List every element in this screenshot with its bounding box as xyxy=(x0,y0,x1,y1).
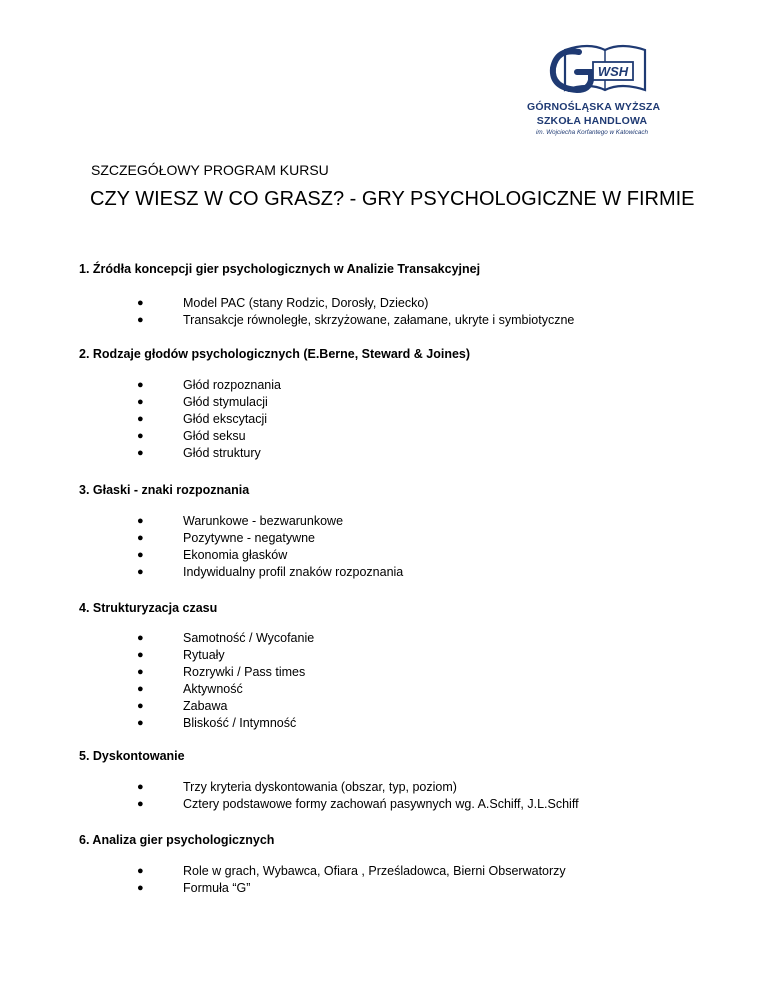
logo-name-line-3: im. Wojciecha Korfantego w Katowicach xyxy=(536,129,648,136)
bullet-icon: ● xyxy=(137,666,144,678)
bullet-icon: ● xyxy=(137,413,144,425)
bullet-icon: ● xyxy=(137,882,144,894)
bullet-icon: ● xyxy=(137,566,144,578)
bullet-icon: ● xyxy=(137,396,144,408)
bullet-icon: ● xyxy=(137,447,144,459)
logo-year-text: 1994 xyxy=(567,88,579,94)
bullet-icon: ● xyxy=(137,515,144,527)
section-4: 4. Strukturyzacja czasu ● Samotność / Wycofanie ● Rytuały ● Rozrywki / Pass times ● Aktywność ● Zabawa ● Bliskość / Intymność xyxy=(79,600,729,617)
bullet-icon: ● xyxy=(137,649,144,661)
logo-name-line-2: SZKOŁA HANDLOWA xyxy=(536,115,648,127)
bullet-icon: ● xyxy=(137,314,144,326)
logo-mark-text: WSH xyxy=(597,64,629,79)
section-heading: 5. Dyskontowanie xyxy=(79,749,185,763)
bullet-icon: ● xyxy=(137,297,144,309)
bullet-icon: ● xyxy=(137,798,144,810)
bullet-icon: ● xyxy=(137,430,144,442)
book-emblem-icon xyxy=(527,40,657,100)
bullet-icon: ● xyxy=(137,532,144,544)
section-heading: 6. Analiza gier psychologicznych xyxy=(79,833,275,847)
bullet-icon: ● xyxy=(137,632,144,644)
section-heading: 2. Rodzaje głodów psychologicznych (E.Berne, Steward & Joines) xyxy=(79,347,471,361)
university-logo xyxy=(527,40,661,140)
section-2: 2. Rodzaje głodów psychologicznych (E.Berne, Steward & Joines) ● Głód rozpoznania ● Głód stymulacji ● Głód ekscytacji ● Głód seksu ● Głód struktury xyxy=(79,346,729,363)
document-title: CZY WIESZ W CO GRASZ? - GRY PSYCHOLOGICZNE W FIRMIE xyxy=(90,188,695,210)
bullet-icon: ● xyxy=(137,379,144,391)
bullet-icon: ● xyxy=(137,700,144,712)
section-heading: 1. Źródła koncepcji gier psychologicznych w Analizie Transakcyjnej xyxy=(79,262,481,276)
section-6: 6. Analiza gier psychologicznych ● Role w grach, Wybawca, Ofiara , Prześladowca, Bierni Obserwatorzy ● Formuła “G” xyxy=(79,832,729,849)
bullet-icon: ● xyxy=(137,865,144,877)
section-1: 1. Źródła koncepcji gier psychologicznych w Analizie Transakcyjnej ● Model PAC (stany Rodzic, Dorosły, Dziecko) ● Transakcje równoległe, skrzyżowane, załamane, ukryte i symbiotyczne xyxy=(79,261,729,278)
section-5: 5. Dyskontowanie ● Trzy kryteria dyskontowania (obszar, typ, poziom) ● Cztery podstawowe formy zachowań pasywnych wg. A.Schiff, J.L.Schiff xyxy=(79,748,729,765)
logo-name-line-1: GÓRNOŚLĄSKA WYŻSZA xyxy=(527,101,661,113)
document-subtitle: SZCZEGÓŁOWY PROGRAM KURSU xyxy=(91,162,329,178)
section-3: 3. Głaski - znaki rozpoznania ● Warunkowe - bezwarunkowe ● Pozytywne - negatywne ● Ekonomia głasków ● Indywidualny profil znaków rozpoznania xyxy=(79,482,729,499)
bullet-icon: ● xyxy=(137,549,144,561)
bullet-icon: ● xyxy=(137,717,144,729)
bullet-icon: ● xyxy=(137,781,144,793)
section-heading: 3. Głaski - znaki rozpoznania xyxy=(79,483,250,497)
bullet-icon: ● xyxy=(137,683,144,695)
section-heading: 4. Strukturyzacja czasu xyxy=(79,601,218,615)
